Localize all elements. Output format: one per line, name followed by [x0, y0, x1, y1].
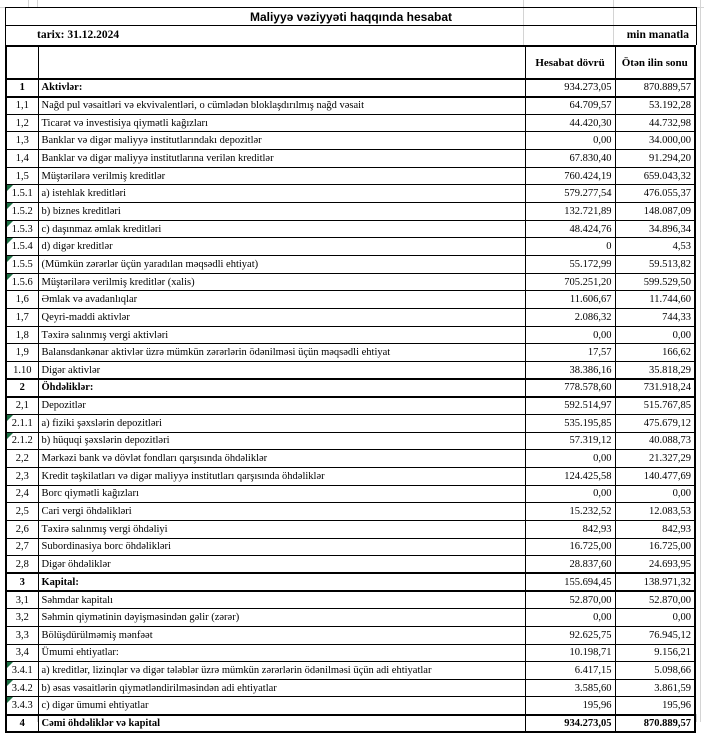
- row-number-cell: 1,8: [6, 326, 38, 344]
- row-label-cell: Kredit təşkilatları və digər maliyyə institutları qarşısında öhdəliklər: [38, 467, 525, 485]
- table-row: [6, 679, 695, 697]
- row-number-cell: 3.4.3: [6, 697, 38, 715]
- row-number-cell: 1,6: [6, 291, 38, 309]
- row-number-cell: 2,5: [6, 503, 38, 521]
- row-number-cell: 4: [6, 715, 38, 733]
- table-row: [6, 397, 695, 415]
- row-value-previous: 34.000,00: [615, 132, 695, 150]
- row-value-current: 10.198,71: [525, 644, 615, 662]
- row-value-current: 760.424,19: [525, 167, 615, 185]
- row-number-cell: 3.4.1: [6, 662, 38, 680]
- row-value-previous: 0,00: [615, 485, 695, 503]
- row-number-cell: 2.1.2: [6, 432, 38, 450]
- excel-error-indicator-icon: [7, 238, 13, 244]
- table-row: [6, 591, 695, 609]
- row-label-cell: Nağd pul vəsaitləri və ekvivalentləri, o cümlədən bloklaşdırılmış nağd vəsait: [38, 97, 525, 115]
- row-value-previous: 515.767,85: [615, 397, 695, 415]
- spreadsheet-gridline: [700, 0, 701, 722]
- row-value-previous: 53.192,28: [615, 97, 695, 115]
- table-row: [6, 450, 695, 468]
- row-number-cell: 2,8: [6, 556, 38, 574]
- row-value-current: 67.830,40: [525, 150, 615, 168]
- excel-error-indicator-icon: [7, 256, 13, 262]
- row-value-current: 0,00: [525, 450, 615, 468]
- row-value-current: 16.725,00: [525, 538, 615, 556]
- row-label-cell: (Mümkün zərərlər üçün yaradılan məqsədli ehtiyat): [38, 256, 525, 274]
- row-value-previous: 148.087,09: [615, 203, 695, 221]
- row-number-cell: 2,2: [6, 450, 38, 468]
- table-row: [6, 79, 695, 97]
- table-row: [6, 97, 695, 115]
- row-label-cell: Təxirə salınmış vergi aktivləri: [38, 326, 525, 344]
- table-row: [6, 291, 695, 309]
- column-header-current: Hesabat dövrü: [525, 46, 615, 79]
- row-number-cell: 1,2: [6, 114, 38, 132]
- row-number-cell: 1,3: [6, 132, 38, 150]
- excel-error-indicator-icon: [7, 274, 13, 280]
- row-value-current: 934.273,05: [525, 79, 615, 97]
- row-value-previous: 659.043,32: [615, 167, 695, 185]
- row-value-current: 15.232,52: [525, 503, 615, 521]
- row-value-current: 11.606,67: [525, 291, 615, 309]
- row-value-current: 0: [525, 238, 615, 256]
- table-row: [6, 326, 695, 344]
- row-number-cell: 1,5: [6, 167, 38, 185]
- table-row: [6, 697, 695, 715]
- row-value-previous: 0,00: [615, 326, 695, 344]
- row-value-previous: 842,93: [615, 520, 695, 538]
- row-label-cell: Cəmi öhdəliklər və kapital: [38, 715, 525, 733]
- table-row: [6, 556, 695, 574]
- row-value-previous: 76.945,12: [615, 626, 695, 644]
- table-row: [6, 520, 695, 538]
- row-number-cell: 1.5.2: [6, 203, 38, 221]
- column-header-number: [6, 46, 38, 79]
- row-label-cell: Banklar və digər maliyyə institutlarına verilən kreditlər: [38, 150, 525, 168]
- row-value-current: 2.086,32: [525, 309, 615, 327]
- table-row: [6, 626, 695, 644]
- table-row: [6, 220, 695, 238]
- row-value-previous: 9.156,21: [615, 644, 695, 662]
- row-value-previous: 5.098,66: [615, 662, 695, 680]
- row-label-cell: Depozitlər: [38, 397, 525, 415]
- row-label-cell: Subordinasiya borc öhdəlikləri: [38, 538, 525, 556]
- row-value-current: 155.694,45: [525, 573, 615, 591]
- excel-error-indicator-icon: [7, 203, 13, 209]
- row-label-cell: Kapital:: [38, 573, 525, 591]
- row-number-cell: 3,2: [6, 609, 38, 627]
- row-value-current: 124.425,58: [525, 467, 615, 485]
- excel-error-indicator-icon: [7, 433, 13, 439]
- row-label-cell: a) fiziki şəxslərin depozitləri: [38, 414, 525, 432]
- row-value-current: 92.625,75: [525, 626, 615, 644]
- row-value-previous: 4,53: [615, 238, 695, 256]
- table-row: [6, 414, 695, 432]
- row-value-previous: 476.055,37: [615, 185, 695, 203]
- row-label-cell: Ümumi ehtiyatlar:: [38, 644, 525, 662]
- row-value-previous: 11.744,60: [615, 291, 695, 309]
- row-label-cell: Balansdankənar aktivlər üzrə mümkün zərərlərin ödənilməsi üçün məqsədli ehtiyat: [38, 344, 525, 362]
- row-number-cell: 3: [6, 573, 38, 591]
- row-value-previous: 195,96: [615, 697, 695, 715]
- row-value-previous: 16.725,00: [615, 538, 695, 556]
- row-number-cell: 1.5.5: [6, 256, 38, 274]
- row-value-current: 195,96: [525, 697, 615, 715]
- row-value-current: 705.251,20: [525, 273, 615, 291]
- row-number-cell: 1.5.4: [6, 238, 38, 256]
- row-label-cell: Digər öhdəliklər: [38, 556, 525, 574]
- row-label-cell: Banklar və digər maliyyə institutlarındakı depozitlər: [38, 132, 525, 150]
- table-row: [6, 273, 695, 291]
- row-value-current: 0,00: [525, 609, 615, 627]
- table-row: [6, 662, 695, 680]
- row-number-cell: 1.5.3: [6, 220, 38, 238]
- excel-error-indicator-icon: [7, 221, 13, 227]
- row-number-cell: 1,9: [6, 344, 38, 362]
- row-value-current: 132.721,89: [525, 203, 615, 221]
- table-row: [6, 609, 695, 627]
- table-row: [6, 644, 695, 662]
- row-value-current: 55.172,99: [525, 256, 615, 274]
- row-value-current: 28.837,60: [525, 556, 615, 574]
- row-value-previous: 140.477,69: [615, 467, 695, 485]
- table-row: [6, 203, 695, 221]
- table-row: [6, 538, 695, 556]
- row-value-previous: 870.889,57: [615, 715, 695, 733]
- row-value-previous: 21.327,29: [615, 450, 695, 468]
- row-number-cell: 1.5.6: [6, 273, 38, 291]
- row-label-cell: b) əsas vəsaitlərin qiymətləndirilməsindən adi ehtiyatlar: [38, 679, 525, 697]
- row-label-cell: Müştərilərə verilmiş kreditlər (xalis): [38, 273, 525, 291]
- row-label-cell: Müştərilərə verilmiş kreditlər: [38, 167, 525, 185]
- table-row: [6, 362, 695, 380]
- row-number-cell: 3.4.2: [6, 679, 38, 697]
- row-number-cell: 1: [6, 79, 38, 97]
- report-unit: min manatla: [626, 29, 689, 41]
- row-label-cell: b) hüquqi şəxslərin depozitləri: [38, 432, 525, 450]
- row-value-previous: 166,62: [615, 344, 695, 362]
- row-number-cell: 2,7: [6, 538, 38, 556]
- table-row: [6, 344, 695, 362]
- row-value-current: 52.870,00: [525, 591, 615, 609]
- row-value-previous: 0,00: [615, 609, 695, 627]
- row-label-cell: Aktivlər:: [38, 79, 525, 97]
- row-number-cell: 1,7: [6, 309, 38, 327]
- row-value-current: 842,93: [525, 520, 615, 538]
- row-number-cell: 1,4: [6, 150, 38, 168]
- row-number-cell: 3,4: [6, 644, 38, 662]
- table-body: [6, 79, 695, 732]
- report-title: Maliyyə vəziyyəti haqqında hesabat: [249, 9, 453, 24]
- row-value-previous: 59.513,82: [615, 256, 695, 274]
- row-label-cell: c) digər ümumi ehtiyatlar: [38, 697, 525, 715]
- table-row: [6, 503, 695, 521]
- excel-error-indicator-icon: [7, 697, 13, 703]
- report-meta-row: [5, 25, 697, 45]
- financial-table: [5, 45, 696, 733]
- row-value-previous: 91.294,20: [615, 150, 695, 168]
- table-row: [6, 167, 695, 185]
- row-number-cell: 2,6: [6, 520, 38, 538]
- row-value-previous: 870.889,57: [615, 79, 695, 97]
- row-value-current: 0,00: [525, 132, 615, 150]
- table-row: [6, 432, 695, 450]
- row-value-current: 579.277,54: [525, 185, 615, 203]
- row-number-cell: 1.5.1: [6, 185, 38, 203]
- row-label-cell: d) digər kreditlər: [38, 238, 525, 256]
- row-label-cell: Borc qiymətli kağızları: [38, 485, 525, 503]
- header-row: [6, 46, 695, 79]
- row-value-current: 38.386,16: [525, 362, 615, 380]
- column-header-previous: Ötən ilin sonu: [615, 46, 695, 79]
- table-row: [6, 114, 695, 132]
- table-row: [6, 573, 695, 591]
- row-number-cell: 2,4: [6, 485, 38, 503]
- row-number-cell: 1,1: [6, 97, 38, 115]
- table-row: [6, 467, 695, 485]
- row-label-cell: Səhmdar kapitalı: [38, 591, 525, 609]
- row-label-cell: Qeyri-maddi aktivlər: [38, 309, 525, 327]
- row-label-cell: Cari vergi öhdəlikləri: [38, 503, 525, 521]
- table-row: [6, 715, 695, 733]
- table-row: [6, 150, 695, 168]
- row-number-cell: 2: [6, 379, 38, 397]
- row-label-cell: Mərkəzi bank və dövlət fondları qarşısında öhdəliklər: [38, 450, 525, 468]
- row-label-cell: a) istehlak kreditləri: [38, 185, 525, 203]
- row-value-previous: 44.732,98: [615, 114, 695, 132]
- row-number-cell: 3,3: [6, 626, 38, 644]
- excel-error-indicator-icon: [7, 680, 13, 686]
- report-title-box: [5, 7, 697, 26]
- table-row: [6, 185, 695, 203]
- row-value-current: 535.195,85: [525, 414, 615, 432]
- row-label-cell: b) biznes kreditləri: [38, 203, 525, 221]
- row-value-current: 592.514,97: [525, 397, 615, 415]
- row-number-cell: 2.1.1: [6, 414, 38, 432]
- table-row: [6, 309, 695, 327]
- row-value-previous: 744,33: [615, 309, 695, 327]
- spreadsheet-gridline: [37, 0, 38, 7]
- report-date: tarix: 31.12.2024: [37, 29, 120, 41]
- row-value-previous: 599.529,50: [615, 273, 695, 291]
- row-value-current: 44.420,30: [525, 114, 615, 132]
- table-row: [6, 256, 695, 274]
- row-value-previous: 52.870,00: [615, 591, 695, 609]
- row-number-cell: 2,1: [6, 397, 38, 415]
- row-value-current: 3.585,60: [525, 679, 615, 697]
- row-label-cell: Bölüşdürülməmiş mənfəət: [38, 626, 525, 644]
- spreadsheet-gridline: [28, 0, 29, 7]
- row-value-current: 934.273,05: [525, 715, 615, 733]
- table-row: [6, 379, 695, 397]
- row-label-cell: Öhdəliklər:: [38, 379, 525, 397]
- row-value-previous: 475.679,12: [615, 414, 695, 432]
- spreadsheet-gridline: [696, 714, 697, 722]
- table-row: [6, 238, 695, 256]
- row-value-current: 57.319,12: [525, 432, 615, 450]
- row-value-previous: 34.896,34: [615, 220, 695, 238]
- excel-error-indicator-icon: [7, 415, 13, 421]
- table-row: [6, 485, 695, 503]
- row-value-current: 778.578,60: [525, 379, 615, 397]
- row-label-cell: Əmlak və avadanlıqlar: [38, 291, 525, 309]
- row-label-cell: c) daşınmaz əmlak kreditləri: [38, 220, 525, 238]
- row-value-previous: 12.083,53: [615, 503, 695, 521]
- row-number-cell: 1.10: [6, 362, 38, 380]
- row-value-previous: 35.818,29: [615, 362, 695, 380]
- row-label-cell: Digər aktivlər: [38, 362, 525, 380]
- row-value-previous: 40.088,73: [615, 432, 695, 450]
- row-label-cell: Təxirə salınmış vergi öhdəliyi: [38, 520, 525, 538]
- excel-error-indicator-icon: [7, 185, 13, 191]
- row-value-current: 0,00: [525, 485, 615, 503]
- row-label-cell: Ticarət və investisiya qiymətli kağızları: [38, 114, 525, 132]
- table-header: [6, 46, 695, 79]
- row-value-current: 17,57: [525, 344, 615, 362]
- row-value-previous: 731.918,24: [615, 379, 695, 397]
- table-row: [6, 132, 695, 150]
- row-value-previous: 24.693,95: [615, 556, 695, 574]
- row-label-cell: Səhmin qiymətinin dəyişməsindən gəlir (zərər): [38, 609, 525, 627]
- row-value-previous: 3.861,59: [615, 679, 695, 697]
- row-value-current: 48.424,76: [525, 220, 615, 238]
- row-number-cell: 2,3: [6, 467, 38, 485]
- row-value-current: 6.417,15: [525, 662, 615, 680]
- row-value-current: 0,00: [525, 326, 615, 344]
- column-header-description: [38, 46, 525, 79]
- excel-error-indicator-icon: [7, 662, 13, 668]
- row-label-cell: a) kreditlər, lizinqlər və digər tələblər üzrə mümkün zərərlərin ödənilməsi üçün adi ehtiyatlar: [38, 662, 525, 680]
- row-value-current: 64.709,57: [525, 97, 615, 115]
- row-value-previous: 138.971,32: [615, 573, 695, 591]
- row-number-cell: 3,1: [6, 591, 38, 609]
